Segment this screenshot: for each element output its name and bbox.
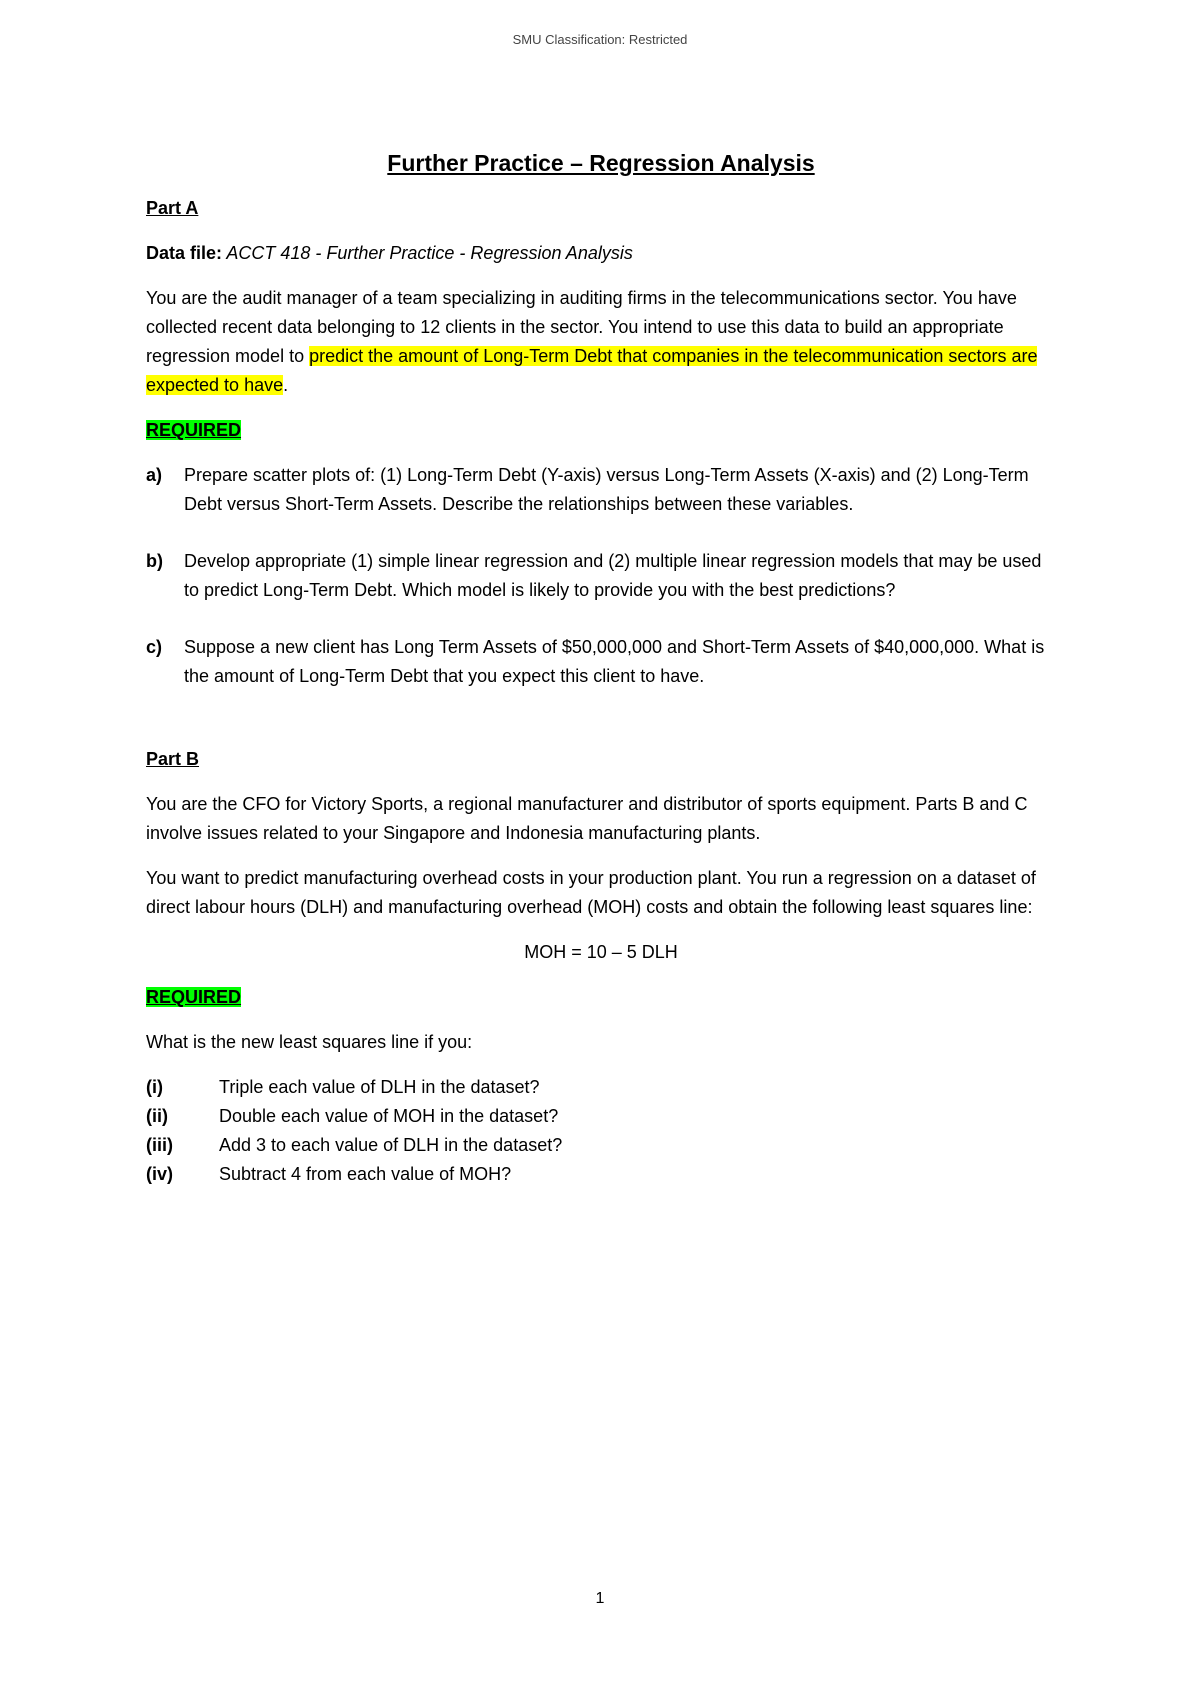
list-item-text: Prepare scatter plots of: (1) Long-Term Debt (Y-axis) versus Long-Term Assets (X-axis) and (2) Long-Term Debt versus Short-Term Assets. Describe the relationships between these variables. [184, 465, 1029, 514]
document-title: Further Practice – Regression Analysis [387, 150, 815, 176]
roman-marker: (i) [146, 1077, 163, 1097]
roman-item-iv [146, 1160, 1056, 1189]
least-squares-equation: MOH = 10 – 5 DLH [524, 942, 678, 962]
data-file-value: ACCT 418 - Further Practice - Regression Analysis [222, 243, 633, 263]
roman-marker: (iv) [146, 1164, 173, 1184]
part-b-question: What is the new least squares line if you: [146, 1032, 473, 1052]
list-item-b [146, 547, 1056, 605]
roman-item-text: Double each value of MOH in the dataset? [219, 1106, 559, 1126]
list-marker: a) [146, 465, 163, 485]
part-b-paragraph-2: You want to predict manufacturing overhead costs in your production plant. You run a regression on a dataset of direct labour hours (DLH) and manufacturing overhead (MOH) costs and obtain the following least squares line: [146, 868, 1036, 917]
page-number: 1 [595, 1590, 605, 1607]
part-a-required-line [146, 416, 1056, 445]
roman-item-ii [146, 1102, 1056, 1131]
list-item-a [146, 461, 1056, 519]
part-b-paragraph-1: You are the CFO for Victory Sports, a regional manufacturer and distributor of sports equipment. Parts B and C involve issues related to your Singapore and Indonesia manufacturing plants. [146, 794, 1028, 843]
part-b-required-label: REQUIRED [146, 987, 242, 1007]
part-a-intro [146, 284, 1056, 400]
roman-item-text: Triple each value of DLH in the dataset? [219, 1077, 540, 1097]
classification-header: SMU Classification: Restricted [512, 32, 688, 47]
data-file-label: Data file [146, 243, 217, 263]
roman-marker: (ii) [146, 1106, 168, 1126]
part-b-required-line [146, 983, 1056, 1012]
roman-marker: (iii) [146, 1135, 173, 1155]
list-marker: c) [146, 637, 163, 657]
document-body [146, 148, 1056, 1189]
roman-item-text: Add 3 to each value of DLH in the dataset? [219, 1135, 563, 1155]
list-marker: b) [146, 551, 163, 571]
part-a-intro-highlight: predict the amount of Long-Term Debt that companies in the telecommunication sectors are expected to have [146, 346, 1038, 395]
data-file-colon: : [216, 243, 223, 263]
part-b-heading: Part B [146, 749, 200, 769]
part-a-heading: Part A [146, 198, 199, 218]
part-a-required-label: REQUIRED [146, 420, 242, 440]
roman-item-i [146, 1073, 1056, 1102]
roman-item-text: Subtract 4 from each value of MOH? [219, 1164, 512, 1184]
data-file-line [146, 239, 1056, 268]
list-item-text: Suppose a new client has Long Term Assets of $50,000,000 and Short-Term Assets of $40,000,000. What is the amount of Long-Term Debt that you expect this client to have. [184, 637, 1045, 686]
list-item-text: Develop appropriate (1) simple linear regression and (2) multiple linear regression models that may be used to predict Long-Term Debt. Which model is likely to provide you with the best predictions? [184, 551, 1042, 600]
part-a-intro-text: You are the audit manager of a team specializing in auditing firms in the telecommunications sector. You have collected recent data belonging to 12 clients in the sector. You intend to use this data to build an appropriate regression model to [146, 288, 1017, 366]
part-a-intro-end: . [283, 375, 289, 395]
list-item-c [146, 633, 1056, 691]
roman-item-iii [146, 1131, 1056, 1160]
